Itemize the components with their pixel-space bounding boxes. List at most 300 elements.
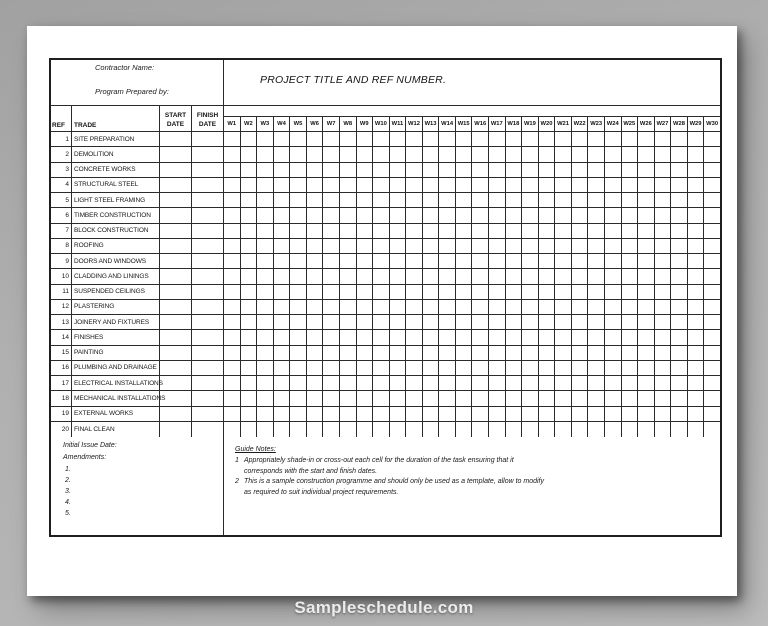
- week-cell: [257, 254, 274, 268]
- trade-cell: PAINTING: [72, 346, 160, 360]
- week-cell: [357, 391, 374, 405]
- week-cell: [704, 361, 720, 375]
- table-row: [51, 330, 720, 345]
- week-cell: [290, 315, 307, 329]
- week-cell: [522, 147, 539, 161]
- week-cell: [373, 391, 390, 405]
- week-cell: [373, 285, 390, 299]
- start-date-cell: [160, 193, 192, 207]
- week-cell: [605, 300, 622, 314]
- trade-cell: JOINERY AND FIXTURES: [72, 315, 160, 329]
- week-cell: [257, 147, 274, 161]
- week-cell: [357, 163, 374, 177]
- week-cell: [423, 376, 440, 390]
- week-cell: [390, 163, 407, 177]
- trade-cell: FINISHES: [72, 330, 160, 344]
- week-cell: [456, 224, 473, 238]
- week-cell: [290, 224, 307, 238]
- week-cell: [274, 407, 291, 421]
- week-cell: [307, 269, 324, 283]
- week-cell: [539, 376, 556, 390]
- week-header: W29: [688, 117, 705, 131]
- week-cell: [671, 193, 688, 207]
- week-cell: [671, 285, 688, 299]
- week-cell: [241, 178, 258, 192]
- week-cell: [439, 315, 456, 329]
- week-cell: [439, 132, 456, 146]
- table-row: [51, 376, 720, 391]
- week-cell: [340, 346, 357, 360]
- week-cell: [489, 193, 506, 207]
- week-header-row: [224, 117, 720, 131]
- week-cell: [456, 407, 473, 421]
- amendment-item: 1.: [65, 466, 71, 473]
- week-cell: [522, 224, 539, 238]
- week-cell: [472, 315, 489, 329]
- week-cell: [671, 376, 688, 390]
- week-cell: [489, 132, 506, 146]
- week-cell: [323, 193, 340, 207]
- week-cell: [274, 361, 291, 375]
- week-cell: [241, 239, 258, 253]
- week-cell: [489, 407, 506, 421]
- trade-cell: CLADDING AND LININGS: [72, 269, 160, 283]
- week-cell: [638, 407, 655, 421]
- week-cell: [390, 239, 407, 253]
- week-header: W19: [522, 117, 539, 131]
- week-cell: [605, 224, 622, 238]
- week-cell: [439, 254, 456, 268]
- week-cell: [671, 330, 688, 344]
- week-cell: [323, 254, 340, 268]
- week-cell: [274, 254, 291, 268]
- week-cell: [307, 132, 324, 146]
- week-cell: [357, 376, 374, 390]
- table-row: [51, 193, 720, 208]
- week-cell: [290, 422, 307, 437]
- week-cell: [555, 269, 572, 283]
- week-cell: [704, 285, 720, 299]
- week-cell: [522, 163, 539, 177]
- week-cell: [472, 346, 489, 360]
- week-cell: [423, 178, 440, 192]
- program-prepared-label: Program Prepared by:: [95, 87, 169, 96]
- week-cell: [439, 422, 456, 437]
- week-cell: [274, 224, 291, 238]
- week-cell: [522, 361, 539, 375]
- week-cell: [357, 132, 374, 146]
- week-cell: [506, 315, 523, 329]
- week-cell: [390, 132, 407, 146]
- week-cell: [224, 269, 241, 283]
- week-cell: [307, 300, 324, 314]
- week-cell: [638, 300, 655, 314]
- week-cell: [688, 391, 705, 405]
- week-cell: [572, 422, 589, 437]
- week-header: W22: [572, 117, 589, 131]
- week-cell: [257, 193, 274, 207]
- week-cell: [622, 376, 639, 390]
- week-cell: [323, 147, 340, 161]
- week-cell: [506, 300, 523, 314]
- week-cell: [655, 346, 672, 360]
- week-cell: [704, 254, 720, 268]
- construction-schedule-table: [49, 58, 722, 537]
- week-cell: [671, 163, 688, 177]
- issue-amendments-box: [51, 437, 224, 535]
- week-cell: [555, 376, 572, 390]
- week-cell: [224, 224, 241, 238]
- week-cell: [290, 239, 307, 253]
- week-cell: [357, 361, 374, 375]
- finish-date-cell: [192, 193, 224, 207]
- table-row: [51, 361, 720, 376]
- week-cell: [522, 346, 539, 360]
- week-cell: [472, 163, 489, 177]
- ref-cell: 19: [51, 407, 72, 421]
- week-cell: [456, 346, 473, 360]
- trade-cell: ELECTRICAL INSTALLATIONS: [72, 376, 160, 390]
- week-cell: [522, 269, 539, 283]
- start-date-cell: [160, 346, 192, 360]
- week-cell: [290, 132, 307, 146]
- week-cell: [572, 132, 589, 146]
- week-cell: [539, 208, 556, 222]
- week-cell: [423, 132, 440, 146]
- week-cell: [489, 224, 506, 238]
- week-cell: [555, 163, 572, 177]
- week-cell: [307, 254, 324, 268]
- week-cell: [506, 163, 523, 177]
- week-cell: [241, 407, 258, 421]
- week-cell: [439, 285, 456, 299]
- start-date-cell: [160, 147, 192, 161]
- week-cell: [241, 224, 258, 238]
- week-cell: [688, 407, 705, 421]
- watermark: Sampleschedule.com: [294, 598, 474, 617]
- week-cell: [655, 407, 672, 421]
- start-date-cell: [160, 407, 192, 421]
- week-cell: [423, 285, 440, 299]
- start-date-cell: [160, 239, 192, 253]
- week-cell: [489, 269, 506, 283]
- week-cell: [588, 376, 605, 390]
- week-cell: [224, 208, 241, 222]
- week-cell: [688, 208, 705, 222]
- week-cell: [390, 224, 407, 238]
- week-cell: [290, 163, 307, 177]
- week-cell: [704, 422, 720, 437]
- week-cell: [605, 361, 622, 375]
- week-cell: [588, 239, 605, 253]
- week-cell: [373, 346, 390, 360]
- week-cell: [373, 163, 390, 177]
- week-cell: [257, 330, 274, 344]
- week-cell: [588, 330, 605, 344]
- week-cell: [605, 315, 622, 329]
- week-cell: [439, 163, 456, 177]
- week-cell: [439, 330, 456, 344]
- start-date-cell: [160, 163, 192, 177]
- ref-cell: 8: [51, 239, 72, 253]
- week-cell: [406, 269, 423, 283]
- week-cell: [622, 391, 639, 405]
- week-cell: [290, 208, 307, 222]
- week-cell: [472, 224, 489, 238]
- week-cell: [704, 300, 720, 314]
- week-cell: [406, 300, 423, 314]
- amendment-item: 2.: [65, 477, 71, 484]
- ref-cell: 2: [51, 147, 72, 161]
- ref-cell: 6: [51, 208, 72, 222]
- week-cell: [572, 315, 589, 329]
- start-date-header-line1: START: [164, 112, 187, 119]
- week-cell: [588, 208, 605, 222]
- week-cell: [555, 422, 572, 437]
- finish-date-cell: [192, 422, 224, 437]
- start-date-header-line2: DATE: [166, 121, 185, 128]
- week-cell: [622, 361, 639, 375]
- finish-date-cell: [192, 315, 224, 329]
- week-cell: [340, 254, 357, 268]
- week-cell: [506, 285, 523, 299]
- table-row: [51, 239, 720, 254]
- week-cell: [340, 376, 357, 390]
- week-cell: [340, 300, 357, 314]
- week-cell: [472, 407, 489, 421]
- week-cell: [241, 330, 258, 344]
- guide-note-text: Appropriately shade-in or cross-out each cell for the duration of the task ensuring that it corresponds with the start and finish dates.: [244, 457, 514, 475]
- ref-cell: 12: [51, 300, 72, 314]
- week-cell: [224, 315, 241, 329]
- week-cell: [307, 346, 324, 360]
- week-cell: [390, 300, 407, 314]
- week-cell: [357, 193, 374, 207]
- week-cell: [307, 193, 324, 207]
- week-cell: [572, 239, 589, 253]
- week-cell: [406, 346, 423, 360]
- guide-notes-box: [224, 437, 720, 535]
- week-cell: [638, 254, 655, 268]
- week-cell: [423, 407, 440, 421]
- week-cell: [340, 361, 357, 375]
- ref-cell: 18: [51, 391, 72, 405]
- week-cell: [373, 269, 390, 283]
- finish-date-header-line2: DATE: [198, 121, 217, 128]
- week-cell: [622, 407, 639, 421]
- weeks-header-area: [224, 106, 720, 131]
- week-cell: [390, 269, 407, 283]
- week-cell: [390, 254, 407, 268]
- week-cell: [638, 361, 655, 375]
- week-cell: [655, 391, 672, 405]
- week-cell: [688, 315, 705, 329]
- table-row: [51, 132, 720, 147]
- week-cell: [456, 163, 473, 177]
- finish-date-cell: [192, 376, 224, 390]
- finish-date-cell: [192, 346, 224, 360]
- week-cell: [257, 132, 274, 146]
- finish-date-cell: [192, 330, 224, 344]
- week-cell: [406, 193, 423, 207]
- start-date-cell: [160, 361, 192, 375]
- week-cell: [323, 407, 340, 421]
- week-cell: [257, 346, 274, 360]
- week-cell: [290, 285, 307, 299]
- week-cell: [638, 193, 655, 207]
- week-cell: [539, 285, 556, 299]
- week-cell: [572, 147, 589, 161]
- trade-cell: DOORS AND WINDOWS: [72, 254, 160, 268]
- week-cell: [555, 239, 572, 253]
- week-cell: [274, 193, 291, 207]
- week-cell: [406, 178, 423, 192]
- week-cell: [241, 346, 258, 360]
- week-cell: [605, 208, 622, 222]
- week-header: W20: [539, 117, 556, 131]
- week-cell: [274, 147, 291, 161]
- week-cell: [572, 224, 589, 238]
- guide-note-text: This is a sample construction programme and should only be used as a template, allow to modify as required to suit individual project requirements.: [244, 478, 544, 496]
- week-cell: [572, 346, 589, 360]
- week-cell: [323, 163, 340, 177]
- week-cell: [290, 193, 307, 207]
- finish-date-header-line1: FINISH: [196, 112, 219, 119]
- week-cell: [224, 346, 241, 360]
- start-date-cell: [160, 208, 192, 222]
- week-cell: [423, 330, 440, 344]
- week-cell: [390, 346, 407, 360]
- week-cell: [522, 391, 539, 405]
- project-title-box: [224, 60, 720, 105]
- week-cell: [456, 330, 473, 344]
- week-cell: [622, 300, 639, 314]
- week-cell: [605, 376, 622, 390]
- week-cell: [456, 193, 473, 207]
- week-cell: [655, 315, 672, 329]
- week-cell: [274, 346, 291, 360]
- week-cell: [357, 330, 374, 344]
- week-cell: [671, 300, 688, 314]
- week-cell: [588, 422, 605, 437]
- week-cell: [638, 178, 655, 192]
- week-header: W12: [406, 117, 423, 131]
- week-cell: [307, 224, 324, 238]
- week-cell: [357, 315, 374, 329]
- week-cell: [340, 391, 357, 405]
- week-cell: [373, 147, 390, 161]
- week-cell: [472, 376, 489, 390]
- week-cell: [704, 269, 720, 283]
- start-date-cell: [160, 285, 192, 299]
- week-cell: [555, 147, 572, 161]
- week-cell: [390, 330, 407, 344]
- week-cell: [340, 208, 357, 222]
- week-cell: [655, 285, 672, 299]
- week-cell: [588, 224, 605, 238]
- week-cell: [340, 224, 357, 238]
- week-cell: [406, 132, 423, 146]
- week-cell: [323, 391, 340, 405]
- week-header: W26: [638, 117, 655, 131]
- amendment-item: 5.: [65, 510, 71, 517]
- week-cell: [572, 361, 589, 375]
- week-cell: [605, 132, 622, 146]
- week-header: W5: [290, 117, 307, 131]
- week-cell: [671, 208, 688, 222]
- week-header: W23: [588, 117, 605, 131]
- week-cell: [290, 147, 307, 161]
- week-cell: [357, 147, 374, 161]
- week-cell: [241, 208, 258, 222]
- week-cell: [307, 391, 324, 405]
- week-cell: [555, 254, 572, 268]
- amendment-item: 4.: [65, 499, 71, 506]
- week-cell: [655, 254, 672, 268]
- week-cell: [638, 315, 655, 329]
- week-cell: [406, 239, 423, 253]
- week-cell: [439, 361, 456, 375]
- week-header: W3: [257, 117, 274, 131]
- week-cell: [671, 407, 688, 421]
- week-header: W14: [439, 117, 456, 131]
- week-cell: [572, 254, 589, 268]
- week-cell: [588, 315, 605, 329]
- week-cell: [555, 361, 572, 375]
- week-cell: [390, 361, 407, 375]
- week-cell: [241, 391, 258, 405]
- week-cell: [373, 330, 390, 344]
- week-cell: [423, 208, 440, 222]
- week-cell: [357, 422, 374, 437]
- week-cell: [290, 178, 307, 192]
- week-cell: [688, 132, 705, 146]
- week-cell: [323, 239, 340, 253]
- week-cell: [555, 193, 572, 207]
- week-cell: [307, 285, 324, 299]
- guide-notes-title: Guide Notes:: [235, 446, 276, 453]
- week-cell: [390, 407, 407, 421]
- week-cell: [323, 361, 340, 375]
- week-cell: [671, 269, 688, 283]
- week-cell: [588, 285, 605, 299]
- guide-note-number: 2: [235, 478, 239, 485]
- start-date-cell: [160, 315, 192, 329]
- week-header: W27: [655, 117, 672, 131]
- week-cell: [472, 330, 489, 344]
- week-cell: [423, 315, 440, 329]
- week-cell: [588, 407, 605, 421]
- week-cell: [489, 147, 506, 161]
- week-cell: [539, 178, 556, 192]
- week-cell: [406, 208, 423, 222]
- week-cell: [439, 178, 456, 192]
- week-cell: [290, 391, 307, 405]
- week-cell: [406, 376, 423, 390]
- week-cell: [522, 178, 539, 192]
- table-row: [51, 422, 720, 437]
- week-cell: [622, 346, 639, 360]
- week-cell: [373, 132, 390, 146]
- week-cell: [224, 132, 241, 146]
- finish-date-cell: [192, 391, 224, 405]
- week-cell: [704, 147, 720, 161]
- week-header: W1: [224, 117, 241, 131]
- week-cell: [439, 147, 456, 161]
- week-cell: [622, 163, 639, 177]
- week-cell: [671, 224, 688, 238]
- table-row: [51, 269, 720, 284]
